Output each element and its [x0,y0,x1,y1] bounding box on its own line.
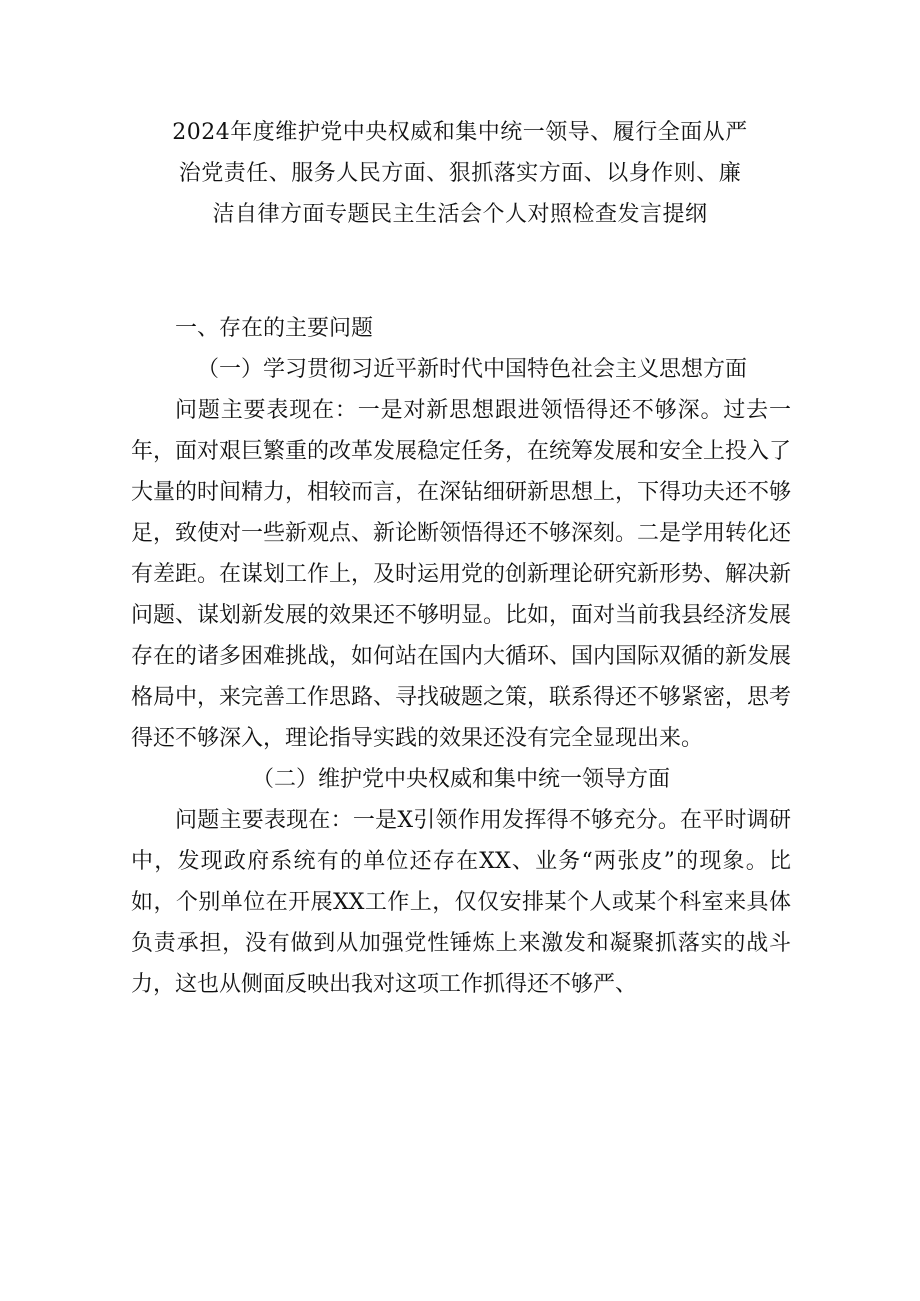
subsection-heading-thought: （一）学习贯彻习近平新时代中国特色社会主义思想方面 [197,357,748,382]
title-line-3: 洁自律方面专题民主生活会个人对照检查发言提纲 [212,202,708,227]
title-line-2: 治党责任、服务人民方面、狠抓落实方面、以身作则、廉 [178,161,742,186]
paragraph-thought-problems: 问题主要表现在：一是对新思想跟进领悟得还不够深。过去一年，面对艰巨繁重的改革发展稳定任务，在统筹发展和安全上投入了大量的时间精力，相较而言，在深钻细研新思想上，下得功夫还不够足，致使对一些新观点、新论断领悟得还不够深刻。二是学用转化还有差距。在谋划工作上，及时运用党的创新理论研究新形势、解决新问题、谋划新发展的效果还不够明显。比如，面对当前我县经济发展存在的诸多困难挑战，如何站在国内大循环、国内国际双循的新发展格局中，来完善工作思路、寻找破题之策，联系得还不够紧密，思考得还不够深入，理论指导实践的效果还没有完全显现出来。 [131,398,792,751]
paragraph-authority-problems: 问题主要表现在：一是X引领作用发挥得不够充分。在平时调研中，发现政府系统有的单位还存在XX、业务“两张皮”的现象。比如，个别单位在开展XX工作上，仅仅安排某个人或某个科室来具体负责承担，没有做到从加强党性锤炼上来激发和凝聚抓落实的战斗力，这也从侧面反映出我对这项工作抓得还不够严、 [131,808,791,997]
document-title [150,112,770,235]
subsection-heading-authority: （二）维护党中央权威和集中统一领导方面 [251,767,670,792]
document-body [131,308,791,1005]
section-heading-problems: 一、存在的主要问题 [175,316,374,341]
title-line-1: 2024年度维护党中央权威和集中统一领导、履行全面从严 [172,120,748,145]
